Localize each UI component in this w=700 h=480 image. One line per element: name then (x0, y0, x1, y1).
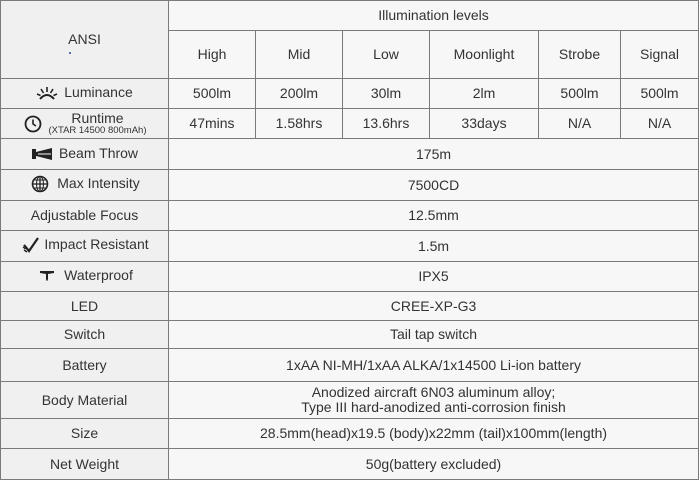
led-value: CREE-XP-G3 (169, 292, 699, 321)
runtime-high: 47mins (169, 109, 256, 139)
header-row-top (1, 1, 699, 31)
impact-resistant-label: Impact Resistant (44, 236, 149, 253)
label-luminance (1, 79, 169, 109)
crosshair-globe-icon (29, 175, 51, 193)
body-material-value (169, 382, 699, 419)
sun-rays-icon (36, 84, 58, 102)
size-value: 28.5mm(head)x19.5 (body)x22mm (tail)x100mm(length) (169, 419, 699, 449)
label-body-material: Body Material (1, 382, 169, 419)
label-switch: Switch (1, 321, 169, 349)
runtime-moonlight: 33days (430, 109, 539, 139)
ansi-label: ANSI (68, 31, 101, 48)
body-material-line-2: Type III hard-anodized anti-corrosion finish (301, 399, 566, 415)
runtime-signal: N/A (621, 109, 699, 139)
impact-resistant-value: 1.5m (169, 231, 699, 262)
beam-icon (31, 145, 53, 163)
label-adjustable-focus: Adjustable Focus (1, 201, 169, 231)
label-beam-throw (1, 139, 169, 170)
mode-header-strobe: Strobe (539, 31, 621, 79)
luminance-high: 500lm (169, 79, 256, 109)
row-luminance (1, 79, 699, 109)
row-switch (1, 321, 699, 349)
row-max-intensity (1, 170, 699, 201)
label-impact-resistant (1, 231, 169, 262)
row-net-weight (1, 449, 699, 480)
luminance-moonlight: 2lm (430, 79, 539, 109)
label-led: LED (1, 292, 169, 321)
switch-value: Tail tap switch (169, 321, 699, 349)
waterproof-label: Waterproof (64, 267, 133, 284)
row-body-material (1, 382, 699, 419)
runtime-mid: 1.58hrs (256, 109, 343, 139)
row-runtime (1, 109, 699, 139)
net-weight-value: 50g(battery excluded) (169, 449, 699, 480)
row-waterproof (1, 262, 699, 292)
label-runtime (1, 109, 169, 139)
runtime-label: Runtime (71, 110, 124, 127)
row-battery (1, 349, 699, 382)
mode-header-signal: Signal (621, 31, 699, 79)
water-drop-icon (36, 267, 58, 285)
beam-throw-label: Beam Throw (58, 145, 139, 162)
max-intensity-label: Max Intensity (57, 175, 140, 192)
row-beam-throw (1, 139, 699, 170)
dot-mark (69, 52, 71, 54)
adjustable-focus-value: 12.5mm (169, 201, 699, 231)
label-waterproof (1, 262, 169, 292)
luminance-mid: 200lm (256, 79, 343, 109)
row-led (1, 292, 699, 321)
luminance-low: 30lm (343, 79, 430, 109)
max-intensity-value: 7500CD (169, 170, 699, 201)
impact-arrow-icon (20, 236, 42, 254)
label-size: Size (1, 419, 169, 449)
runtime-sublabel: (XTAR 14500 800mAh) (48, 124, 147, 136)
mode-header-high: High (169, 31, 256, 79)
row-adjustable-focus (1, 201, 699, 231)
runtime-low: 13.6hrs (343, 109, 430, 139)
ansi-header-cell (1, 1, 169, 79)
illumination-levels-header: Illumination levels (169, 1, 699, 31)
clock-icon (22, 115, 44, 133)
luminance-strobe: 500lm (539, 79, 621, 109)
battery-value: 1xAA NI-MH/1xAA ALKA/1x14500 Li-ion battery (169, 349, 699, 382)
runtime-strobe: N/A (539, 109, 621, 139)
luminance-signal: 500lm (621, 79, 699, 109)
label-battery: Battery (1, 349, 169, 382)
waterproof-value: IPX5 (169, 262, 699, 292)
beam-throw-value: 175m (169, 139, 699, 170)
mode-header-moonlight: Moonlight (430, 31, 539, 79)
mode-header-mid: Mid (256, 31, 343, 79)
luminance-label: Luminance (64, 84, 133, 101)
label-max-intensity (1, 170, 169, 201)
row-size (1, 419, 699, 449)
mode-header-low: Low (343, 31, 430, 79)
row-impact-resistant (1, 231, 699, 262)
body-material-line-1: Anodized aircraft 6N03 aluminum alloy; (311, 384, 556, 401)
label-net-weight: Net Weight (1, 449, 169, 480)
